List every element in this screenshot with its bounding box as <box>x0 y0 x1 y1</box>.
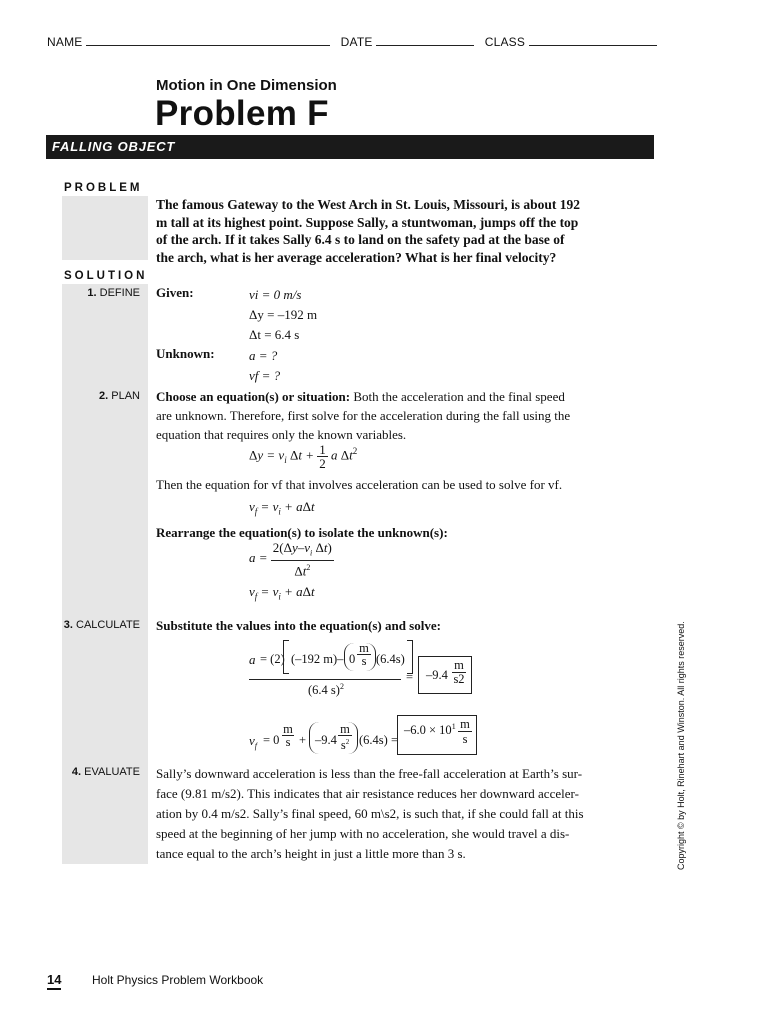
result-a-unit-num: m <box>452 659 466 673</box>
calc-a-fraction-bar <box>249 679 401 680</box>
calc-vf: $v_f$ = 0 m s + –9.4 m $s^2$ (6.4s) = <box>249 722 398 753</box>
equation-rearranged-a: a = $\frac{2(\Delta y-v_i \Delta t)}{\Delta t^2}$ <box>249 540 332 578</box>
evaluate-line: Sally’s downward acceleration is less than the free-fall acceleration at Earth’s sur- <box>156 766 583 781</box>
calculate-label: Substitute the values into the equation(s) and solve: <box>156 618 441 633</box>
evaluate-line: face (9.81 m/s2). This indicates that air resistance reduces her downward acceler- <box>156 786 579 801</box>
class-label: CLASS <box>484 35 526 49</box>
evaluate-text <box>156 764 586 864</box>
problem-title: Problem F <box>155 94 329 133</box>
problem-text: The famous Gateway to the West Arch in St. Louis, Missouri, is about 192 m tall at its highest point. Suppose Sally, a stuntwoman, jumps off the top of the arch. If it takes Sally 6.4 s to land on the safety pad at the base of the arch, what is her average acceleration? What is her final velocity? <box>156 197 581 265</box>
equation-rearranged-vf: $v_f = v_i + a\Delta t$ <box>249 584 315 602</box>
result-vf-exponent: 1 <box>451 722 456 731</box>
given-dy: Δy = –192 m <box>249 307 318 322</box>
page-number: 14 <box>47 972 61 990</box>
header-fields <box>47 34 657 49</box>
step-plan: 2. PLAN <box>99 390 140 402</box>
result-a-value: –9.4 <box>426 668 448 682</box>
calc-a-equals: = <box>406 670 414 684</box>
result-a-unit-den: s2 <box>453 672 465 686</box>
unknown-label: Unknown: <box>156 346 215 361</box>
step-define: 1. DEFINE <box>87 287 140 299</box>
then-text: Then the equation for vf that involves acceleration can be used to solve for vf. <box>156 477 563 492</box>
evaluate-line: speed at the beginning of her jump with no acceleration, she would travel a dis- <box>156 826 570 841</box>
section-bar: FALLING OBJECT <box>46 135 654 159</box>
copyright-notice: Copyright © by Holt, Rinehart and Winston. All rights reserved. <box>676 621 686 870</box>
given-dt: Δt = 6.4 s <box>249 327 300 342</box>
evaluate-line: tance equal to the arch’s height in just a little more than 3 s. <box>156 846 466 861</box>
equation-final-velocity: $v_f = v_i + a\Delta t$ <box>249 499 315 517</box>
step-calculate: 3. CALCULATE <box>63 619 140 631</box>
unknown-vf: vf = ? <box>249 368 281 383</box>
calc-a-numerator: a = (2) (–192 m)– 0 m s (6.4s) <box>249 638 409 674</box>
result-vf-box <box>397 715 477 755</box>
step-evaluate: 4. EVALUATE <box>71 766 140 778</box>
choose-label: Choose an equation(s) or situation: <box>156 389 351 404</box>
problem-label-shade <box>62 196 148 260</box>
unknown-values <box>249 346 280 386</box>
given-label: Given: <box>156 285 194 300</box>
book-title: Holt Physics Problem Workbook <box>92 973 264 987</box>
chapter-title: Motion in One Dimension <box>156 77 337 94</box>
given-vi: vi = 0 m/s <box>249 287 302 302</box>
date-label: DATE <box>340 35 373 49</box>
result-vf-value: –6.0 × 10 <box>404 723 452 738</box>
calc-a-denominator: (6.4 s)$^2$ <box>308 682 344 698</box>
choose-text: Both the acceleration and the final speed are unknown. Therefore, first solve for the acceleration during the fall using the equation that requires only the known variables. <box>156 389 571 442</box>
rearrange-label: Rearrange the equation(s) to isolate the unknown(s): <box>156 525 448 540</box>
given-values <box>249 285 317 345</box>
class-line <box>529 34 657 46</box>
solution-label: SOLUTION <box>64 270 148 282</box>
result-vf-unit-den: s <box>462 732 468 746</box>
name-line <box>86 34 330 46</box>
date-line <box>376 34 474 46</box>
problem-label: PROBLEM <box>64 182 143 194</box>
name-label: NAME <box>47 35 83 49</box>
result-vf-unit-num: m <box>458 718 472 732</box>
unknown-a: a = ? <box>249 348 278 363</box>
evaluate-line: ation by 0.4 m/s2. Sally’s final speed, 60 m\s2, is such that, if she could fall at this <box>156 806 584 821</box>
result-a-box <box>418 656 472 694</box>
plan-text <box>156 387 576 444</box>
equation-displacement: $\Delta y = v_i$ Δt + $\frac{1}{2}$ a $\Delta t^2$ <box>249 442 358 471</box>
